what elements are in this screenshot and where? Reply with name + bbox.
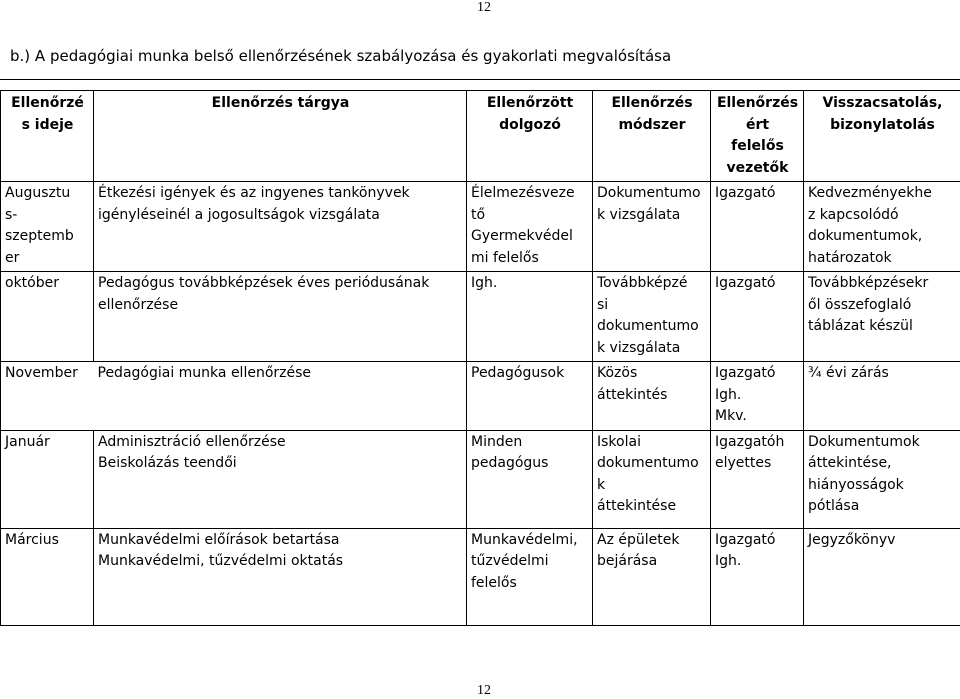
cell-targya: Adminisztráció ellenőrzése Beiskolázás teendői (94, 430, 467, 528)
cell-targya: Pedagógiai munka ellenőrzése (94, 362, 467, 431)
header-cell-ideje: Ellenőrzé s ideje (1, 91, 94, 182)
header-cell-modszer: Ellenőrzés módszer (593, 91, 711, 182)
cell-felelos: Igazgató (711, 272, 804, 362)
table-row (1, 362, 960, 431)
cell-ideje: október (1, 272, 94, 362)
cell-visszacsatolas: Továbbképzésekr ől összefoglaló táblázat készül (804, 272, 960, 362)
cell-ideje: Január (1, 430, 94, 528)
cell-dolgozo: Élelmezésveze tő Gyermekvédel mi felelős (467, 182, 593, 272)
cell-ideje: November (1, 362, 94, 431)
cell-modszer: Iskolai dokumentumo k áttekintése (593, 430, 711, 528)
cell-dolgozo: Igh. (467, 272, 593, 362)
title-underline (0, 79, 960, 80)
table-row (1, 430, 960, 528)
table-row (1, 272, 960, 362)
cell-visszacsatolas: Dokumentumok áttekintése, hiányosságok pótlása (804, 430, 960, 528)
table-header-row (1, 91, 960, 182)
header-cell-dolgozo: Ellenőrzött dolgozó (467, 91, 593, 182)
cell-modszer: Dokumentumo k vizsgálata (593, 182, 711, 272)
cell-visszacsatolas: Jegyzőkönyv (804, 528, 960, 625)
header-cell-visszacsatolas: Visszacsatolás, bizonylatolás (804, 91, 960, 182)
inspection-schedule-table (0, 90, 960, 626)
header-cell-felelos: Ellenőrzés ért felelős vezetők (711, 91, 804, 182)
cell-ideje: Március (1, 528, 94, 625)
cell-modszer: Közös áttekintés (593, 362, 711, 431)
page-number-top: 12 (477, 0, 491, 15)
cell-dolgozo: Minden pedagógus (467, 430, 593, 528)
cell-dolgozo: Pedagógusok (467, 362, 593, 431)
section-title: b.) A pedagógiai munka belső ellenőrzésének szabályozása és gyakorlati megvalósítása (10, 47, 672, 65)
cell-visszacsatolas: Kedvezményekhe z kapcsolódó dokumentumok, határozatok (804, 182, 960, 272)
cell-felelos: Igazgató (711, 182, 804, 272)
cell-felelos: Igazgató Igh. (711, 528, 804, 625)
cell-targya: Étkezési igények és az ingyenes tankönyvek igényléseinél a jogosultságok vizsgálata (94, 182, 467, 272)
table-row (1, 528, 960, 625)
page-number-bottom: 12 (477, 683, 491, 698)
cell-felelos: Igazgató Igh. Mkv. (711, 362, 804, 431)
header-cell-targya: Ellenőrzés tárgya (94, 91, 467, 182)
cell-targya: Pedagógus továbbképzések éves periódusának ellenőrzése (94, 272, 467, 362)
cell-ideje: Augusztu s- szeptemb er (1, 182, 94, 272)
cell-modszer: Az épületek bejárása (593, 528, 711, 625)
cell-dolgozo: Munkavédelmi, tűzvédelmi felelős (467, 528, 593, 625)
cell-modszer: Továbbképzé si dokumentumo k vizsgálata (593, 272, 711, 362)
cell-felelos: Igazgatóh elyettes (711, 430, 804, 528)
table-row (1, 182, 960, 272)
cell-visszacsatolas: ¾ évi zárás (804, 362, 960, 431)
cell-targya: Munkavédelmi előírások betartása Munkavédelmi, tűzvédelmi oktatás (94, 528, 467, 625)
